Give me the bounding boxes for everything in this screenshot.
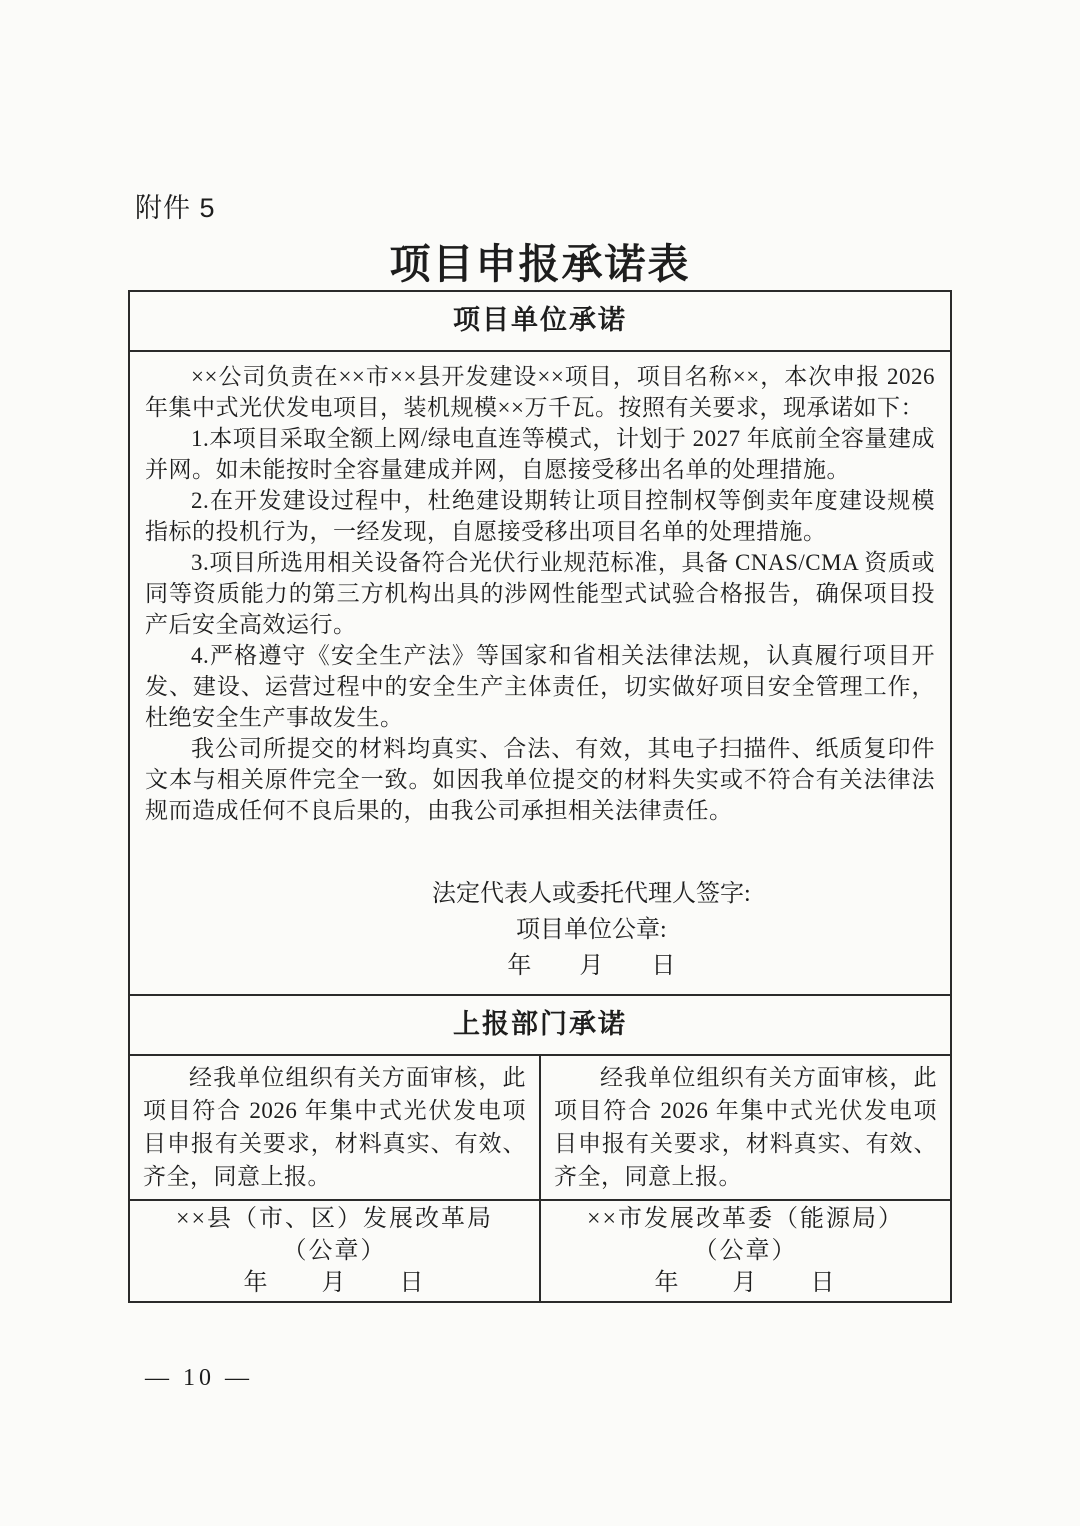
- paragraph-item-3: 3.项目所选用相关设备符合光伏行业规范标准，具备 CNAS/CMA 资质或同等资质能力的第三方机构出具的涉网性能型式试验合格报告，确保项目投产后安全高效运行。: [145, 550, 935, 637]
- table-row: [129, 1200, 951, 1302]
- table-row: [129, 1055, 951, 1200]
- commitment-table: [128, 290, 952, 1303]
- county-stamp-date: 年 月 日: [243, 1270, 426, 1296]
- city-stamp-date: 年 月 日: [654, 1270, 837, 1296]
- paragraph-item-4: 4.严格遵守《安全生产法》等国家和省相关法律法规，认真履行项目开发、建设、运营过程中的安全生产主体责任，切实做好项目安全管理工作，杜绝安全生产事故发生。: [145, 643, 935, 730]
- signer-signature-line: 法定代表人或委托代理人签字:: [432, 881, 751, 907]
- table-row: [129, 291, 951, 351]
- project-unit-commitment-cell: [129, 351, 951, 995]
- section-header-project-unit: 项目单位承诺: [129, 291, 951, 351]
- county-review-text: 经我单位组织有关方面审核，此项目符合 2026 年集中式光伏发电项目申报有关要求，材料真实、有效、齐全，同意上报。: [143, 1065, 526, 1189]
- county-stamp-org: ××县（市、区）发展改革局: [175, 1206, 494, 1232]
- county-stamp-cell: [129, 1200, 540, 1302]
- table-row: [129, 351, 951, 995]
- city-review-cell: [540, 1055, 951, 1200]
- signature-block: [354, 876, 828, 984]
- paragraph-closing: 我公司所提交的材料均真实、合法、有效，其电子扫描件、纸质复印件文本与相关原件完全一致。如因我单位提交的材料失实或不符合有关法律法规而造成任何不良后果的，由我公司承担相关法律责任。: [145, 736, 935, 823]
- page-number: — 10 —: [145, 1365, 253, 1391]
- date-line: 年 月 日: [507, 953, 676, 979]
- city-stamp-org: ××市发展改革委（能源局）: [586, 1206, 905, 1232]
- section-header-reporting-dept: 上报部门承诺: [129, 995, 951, 1055]
- paragraph-item-1: 1.本项目采取全额上网/绿电直连等模式，计划于 2027 年底前全容量建成并网。如未能按时全容量建成并网，自愿接受移出名单的处理措施。: [145, 426, 935, 482]
- city-stamp-cell: [540, 1200, 951, 1302]
- county-stamp-seal: （公章）: [282, 1238, 387, 1264]
- page-title: 项目申报承诺表: [389, 241, 691, 287]
- city-review-text: 经我单位组织有关方面审核，此项目符合 2026 年集中式光伏发电项目申报有关要求，材料真实、有效、齐全，同意上报。: [554, 1065, 937, 1189]
- table-row: [129, 995, 951, 1055]
- paragraph-item-2: 2.在开发建设过程中，杜绝建设期转让项目控制权等倒卖年度建设规模指标的投机行为，一经发现，自愿接受移出项目名单的处理措施。: [145, 488, 935, 544]
- attachment-label: 附件 5: [135, 193, 216, 223]
- county-review-cell: [129, 1055, 540, 1200]
- paragraph-intro: ××公司负责在××市××县开发建设××项目，项目名称××，本次申报 2026 年集中式光伏发电项目，装机规模××万千瓦。按照有关要求，现承诺如下：: [145, 364, 935, 420]
- unit-seal-line: 项目单位公章:: [516, 917, 667, 943]
- city-stamp-seal: （公章）: [693, 1238, 798, 1264]
